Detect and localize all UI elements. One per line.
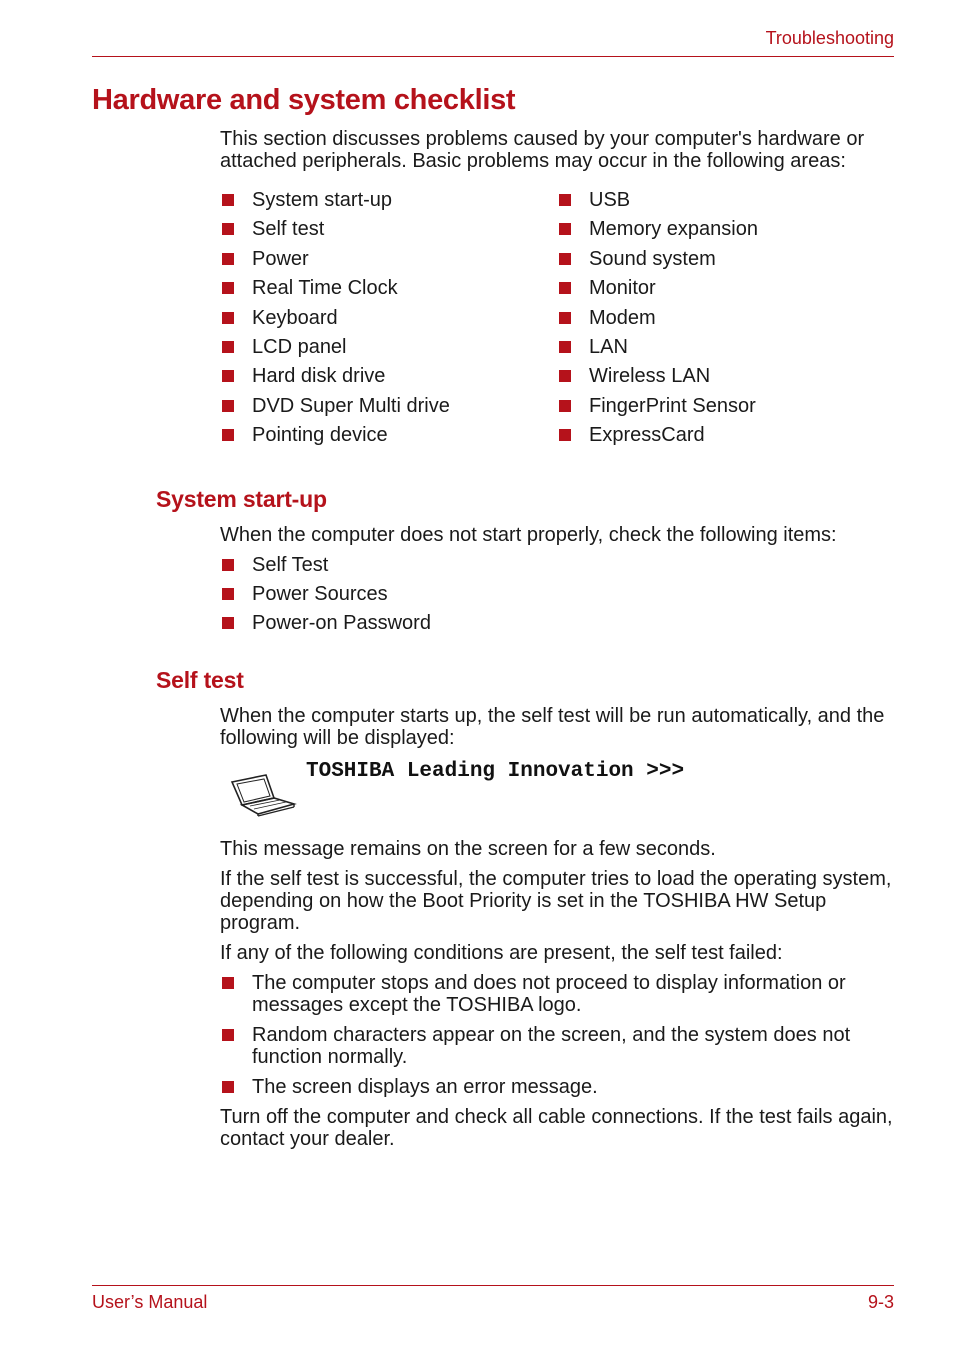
self-test-failure-intro: If any of the following conditions are present, the self test failed: bbox=[220, 942, 783, 964]
list-item: LCD panel bbox=[220, 336, 450, 358]
list-item: The computer stops and does not proceed to display information or messages except the TOSHIBA logo. bbox=[220, 972, 900, 1016]
list-item: ExpressCard bbox=[557, 424, 758, 446]
list-item: Power bbox=[220, 248, 450, 270]
square-bullet-icon bbox=[559, 194, 571, 206]
message-duration-text: This message remains on the screen for a few seconds. bbox=[220, 838, 716, 860]
list-item: Wireless LAN bbox=[557, 365, 758, 387]
list-item: Sound system bbox=[557, 248, 758, 270]
square-bullet-icon bbox=[222, 588, 234, 600]
system-startup-text: When the computer does not start properly, check the following items: bbox=[220, 524, 837, 546]
cable-check-text: Turn off the computer and check all cable connections. If the test fails again, contact your dealer. bbox=[220, 1106, 893, 1150]
square-bullet-icon bbox=[222, 429, 234, 441]
square-bullet-icon bbox=[559, 370, 571, 382]
intro-paragraph: This section discusses problems caused by your computer's hardware or attached peripherals. Basic problems may occur in the following areas: bbox=[220, 128, 865, 172]
square-bullet-icon bbox=[222, 370, 234, 382]
list-item: Power Sources bbox=[220, 583, 431, 605]
header-rule bbox=[92, 56, 894, 57]
square-bullet-icon bbox=[222, 400, 234, 412]
square-bullet-icon bbox=[559, 400, 571, 412]
page-number: 9-3 bbox=[867, 1292, 894, 1312]
list-item: Modem bbox=[557, 307, 758, 329]
square-bullet-icon bbox=[559, 312, 571, 324]
laptop-icon bbox=[228, 772, 298, 818]
list-item: Power-on Password bbox=[220, 612, 431, 634]
square-bullet-icon bbox=[222, 194, 234, 206]
areas-list-left bbox=[220, 189, 450, 446]
list-item: The screen displays an error message. bbox=[220, 1076, 900, 1098]
square-bullet-icon bbox=[222, 1081, 234, 1093]
list-item: Self Test bbox=[220, 554, 431, 576]
square-bullet-icon bbox=[559, 223, 571, 235]
square-bullet-icon bbox=[222, 223, 234, 235]
square-bullet-icon bbox=[222, 1029, 234, 1041]
self-test-heading: Self test bbox=[156, 667, 244, 693]
list-item: USB bbox=[557, 189, 758, 211]
list-item: Random characters appear on the screen, and the system does not function normally. bbox=[220, 1024, 900, 1068]
list-item: Real Time Clock bbox=[220, 277, 450, 299]
square-bullet-icon bbox=[222, 559, 234, 571]
list-item: Memory expansion bbox=[557, 218, 758, 240]
square-bullet-icon bbox=[559, 253, 571, 265]
square-bullet-icon bbox=[222, 312, 234, 324]
list-item: Monitor bbox=[557, 277, 758, 299]
square-bullet-icon bbox=[222, 253, 234, 265]
running-header: Troubleshooting bbox=[765, 28, 894, 48]
square-bullet-icon bbox=[559, 341, 571, 353]
failure-conditions-list bbox=[220, 972, 900, 1098]
footer-rule bbox=[92, 1285, 894, 1286]
square-bullet-icon bbox=[559, 429, 571, 441]
list-item: FingerPrint Sensor bbox=[557, 395, 758, 417]
list-item: DVD Super Multi drive bbox=[220, 395, 450, 417]
list-item: System start-up bbox=[220, 189, 450, 211]
list-item: Pointing device bbox=[220, 424, 450, 446]
square-bullet-icon bbox=[222, 617, 234, 629]
square-bullet-icon bbox=[222, 341, 234, 353]
list-item: Keyboard bbox=[220, 307, 450, 329]
page-title: Hardware and system checklist bbox=[92, 84, 516, 116]
list-item: Hard disk drive bbox=[220, 365, 450, 387]
square-bullet-icon bbox=[222, 282, 234, 294]
list-item: Self test bbox=[220, 218, 450, 240]
system-startup-heading: System start-up bbox=[156, 486, 327, 512]
square-bullet-icon bbox=[222, 977, 234, 989]
boot-screen-message: TOSHIBA Leading Innovation >>> bbox=[306, 760, 685, 783]
self-test-text: When the computer starts up, the self test will be run automatically, and the following will be displayed: bbox=[220, 705, 885, 749]
startup-items-list bbox=[220, 554, 431, 634]
square-bullet-icon bbox=[559, 282, 571, 294]
self-test-success-text: If the self test is successful, the computer tries to load the operating system, depending on how the Boot Priority is set in the TOSHIBA HW Setup program. bbox=[220, 868, 892, 934]
areas-list-right bbox=[557, 189, 758, 446]
list-item: LAN bbox=[557, 336, 758, 358]
footer-manual-label: User’s Manual bbox=[92, 1292, 208, 1312]
